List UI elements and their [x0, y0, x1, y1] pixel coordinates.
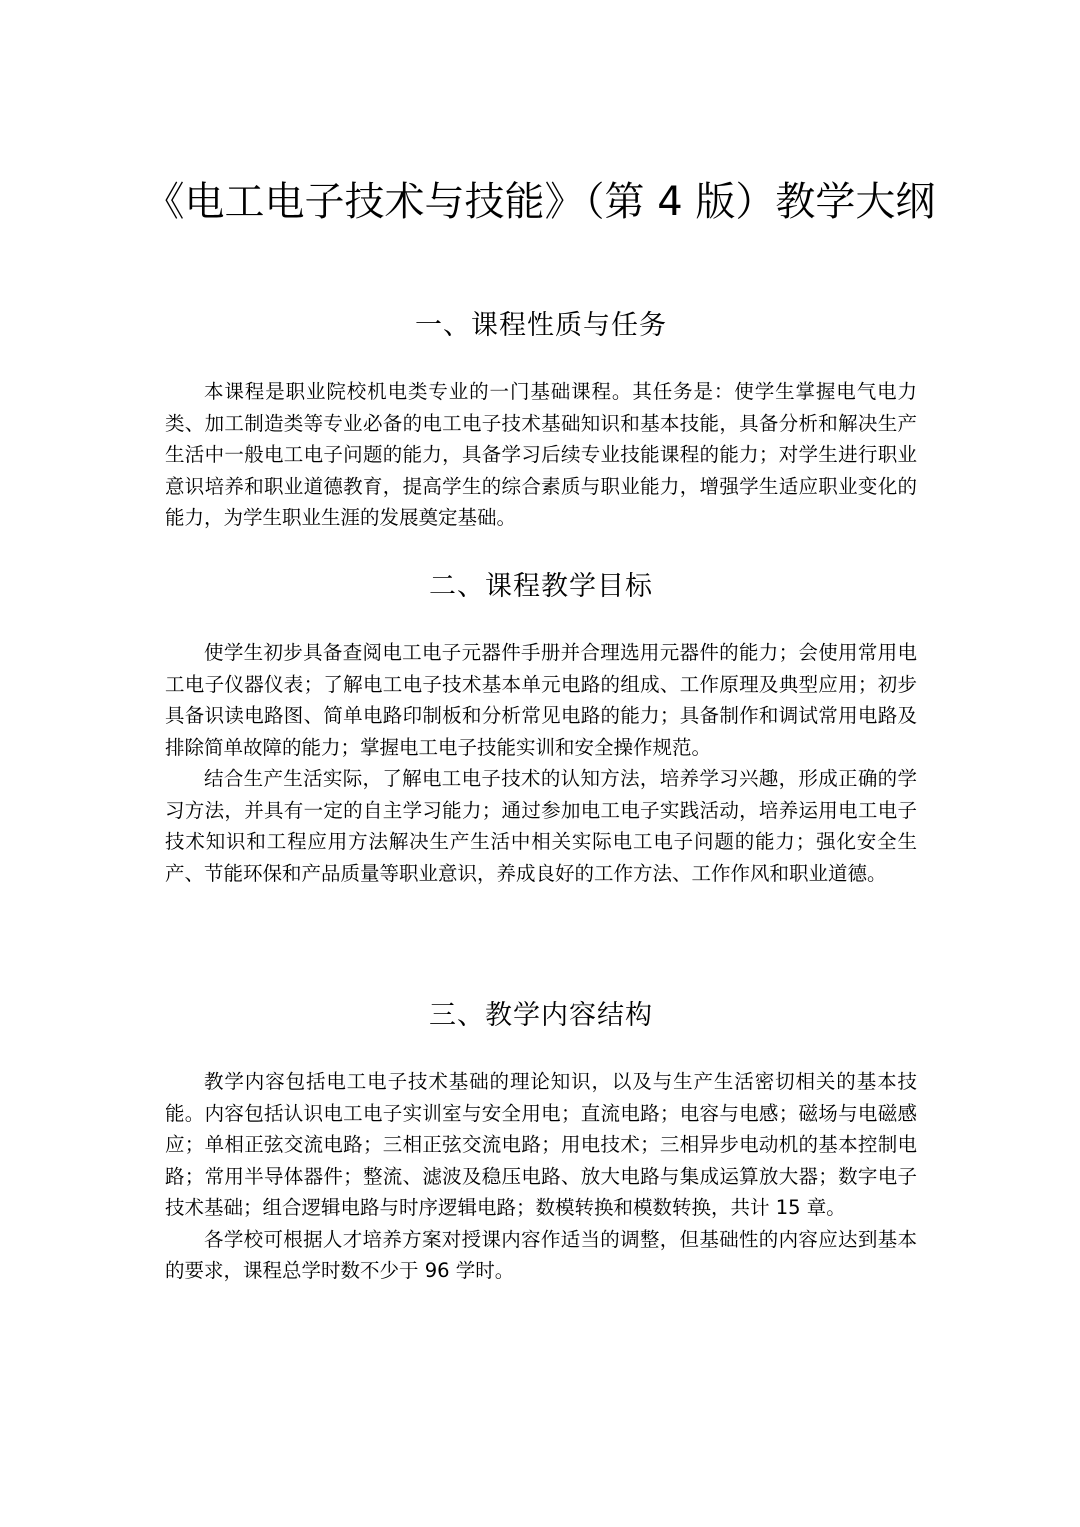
section-paragraph: 使学生初步具备查阅电工电子元器件手册并合理选用元器件的能力；会使用常用电工电子仪器仪表；了解电工电子技术基本单元电路的组成、工作原理及典型应用；初步具备识读电路图、简单电路印制板和分析常见电路的能力；具备制作和调试常用电路及排除简单故障的能力；掌握电工电子技能实训和安全操作规范。 [165, 641, 917, 759]
section-paragraph: 各学校可根据人才培养方案对授课内容作适当的调整，但基础性的内容应达到基本的要求，课程总学时数不少于 96 学时。 [165, 1227, 917, 1282]
section-paragraph: 本课程是职业院校机电类专业的一门基础课程。其任务是：使学生掌握电气电力类、加工制造类等专业必备的电工电子技术基础知识和基本技能，具备分析和解决生产生活中一般电工电子问题的能力，具备学习后续专业技能课程的能力；对学生进行职业意识培养和职业道德教育，提高学生的综合素质与职业能力，增强学生适应职业变化的能力，为学生职业生涯的发展奠定基础。 [165, 380, 917, 529]
section-content-structure [165, 996, 917, 1287]
section-heading: 一、课程性质与任务 [415, 310, 667, 341]
section-paragraph: 教学内容包括电工电子技术基础的理论知识，以及与生产生活密切相关的基本技能。内容包括认识电工电子实训室与安全用电；直流电路；电容与电感；磁场与电磁感应；单相正弦交流电路；三相正弦交流电路；用电技术；三相异步电动机的基本控制电路；常用半导体器件；整流、滤波及稳压电路、放大电路与集成运算放大器；数字电子技术基础；组合逻辑电路与时序逻辑电路；数模转换和模数转换，共计 15 章。 [165, 1070, 917, 1219]
section-heading: 三、教学内容结构 [429, 1000, 653, 1031]
document-title: 《电工电子技术与技能》（第 4 版）教学大纲 [144, 179, 936, 225]
section-teaching-goals [165, 567, 917, 889]
section-heading: 二、课程教学目标 [429, 571, 653, 602]
section-course-nature [165, 306, 917, 534]
section-paragraph: 结合生产生活实际，了解电工电子技术的认知方法，培养学习兴趣，形成正确的学习方法，并具有一定的自主学习能力；通过参加电工电子实践活动，培养运用电工电子技术知识和工程应用方法解决生产生活中相关实际电工电子问题的能力；强化安全生产、节能环保和产品质量等职业意识，养成良好的工作方法、工作作风和职业道德。 [165, 767, 917, 885]
